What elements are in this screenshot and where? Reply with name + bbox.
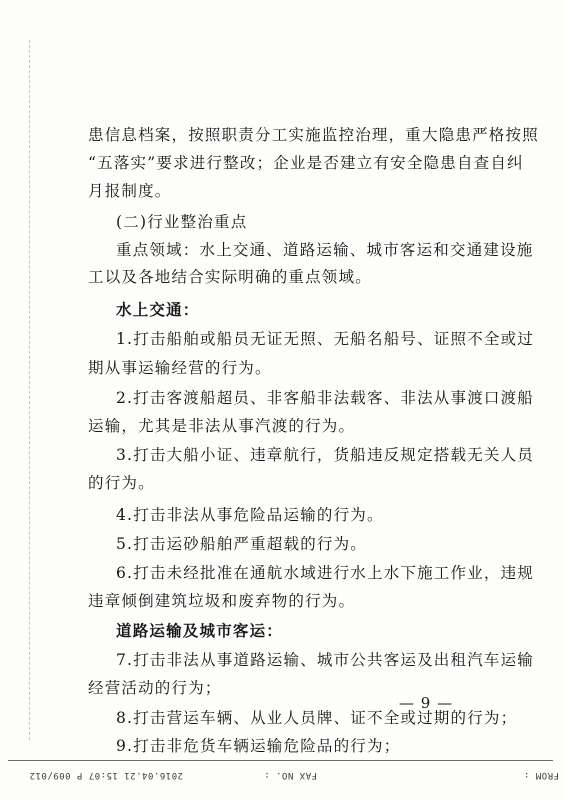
fax-number-label: FAX NO. : (263, 770, 317, 780)
page-number: — 9 — (399, 694, 454, 712)
fax-timestamp: 2016.04.21 15:07 P 009/012 (29, 770, 183, 780)
list-item-line: 期从事运输经营的行为。 (88, 359, 272, 377)
fax-header-strip (0, 766, 565, 780)
body-line: 重点领域：水上交通、道路运输、城市客运和交通建设施 (116, 241, 534, 259)
list-item-line: 5.打击运砂船舶严重超载的行为。 (116, 535, 367, 553)
list-item-line: 的行为。 (88, 474, 155, 492)
body-line: 月报制度。 (88, 182, 172, 200)
list-item-line: 8.打击营运车辆、从业人员牌、证不全或过期的行为； (116, 709, 518, 727)
list-item-line: 9.打击非危货车辆运输危险品的行为； (116, 737, 401, 755)
list-item-line: 违章倾倒建筑垃圾和废弃物的行为。 (88, 592, 356, 610)
list-item-line: 3.打击大船小证、违章航行，货船违反规定搭载无关人员 (116, 446, 534, 464)
body-line: “五落实”要求进行整改；企业是否建立有安全隐患自查自纠 (88, 154, 524, 172)
body-line: 工以及各地结合实际明确的重点领域。 (88, 268, 372, 286)
list-item-line: 2.打击客渡船超员、非客船非法载客、非法从事渡口渡船 (116, 389, 534, 407)
fax-divider (8, 760, 553, 761)
list-item-line: 6.打击未经批准在通航水域进行水上水下施工作业，违规 (116, 564, 534, 582)
subsection-heading: 道路运输及城市客运： (116, 621, 284, 640)
section-heading: (二)行业整治重点 (116, 213, 248, 231)
fax-from-label: FROM : (523, 770, 559, 780)
list-item-line: 运输，尤其是非法从事汽渡的行为。 (88, 417, 356, 435)
list-item-line: 4.打击非法从事危险品运输的行为。 (116, 506, 384, 524)
list-item-line: 7.打击非法从事道路运输、城市公共客运及出租汽车运输 (116, 651, 534, 669)
subsection-heading: 水上交通： (116, 300, 200, 319)
body-line: 患信息档案，按照职责分工实施监控治理，重大隐患严格按照 (88, 126, 539, 144)
list-item-line: 1.打击船舶或船员无证无照、无船名船号、证照不全或过 (116, 330, 534, 348)
scan-edge-mark (29, 40, 30, 740)
list-item-line: 经营活动的行为； (88, 679, 222, 697)
